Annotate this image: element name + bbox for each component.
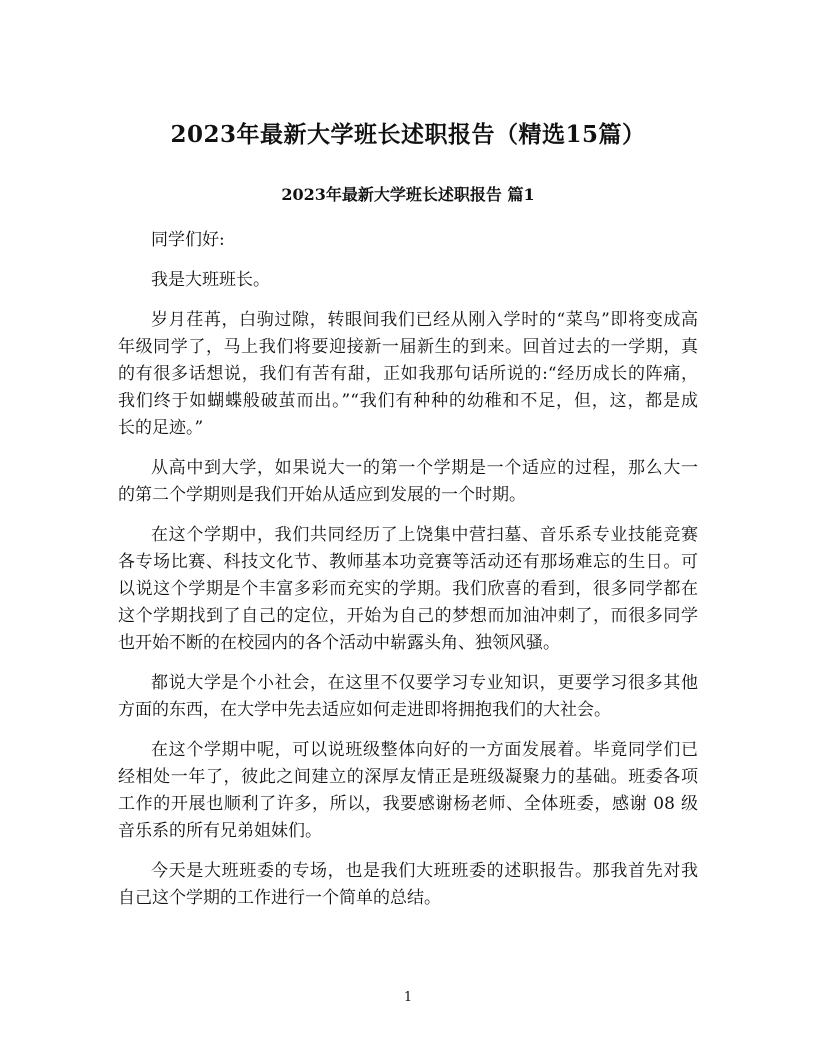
paragraph-line: 这个学期找到了自己的定位，开始为自己的梦想而加油冲刺了，而很多同学 [118, 606, 698, 626]
paragraph-line: 在这个学期中，我们共同经历了上饶集中营扫墓、音乐系专业技能竞赛 [151, 525, 698, 545]
paragraph-line: 经相处一年了，彼此之间建立的深厚友情正是班级凝聚力的基础。班委各项 [118, 767, 698, 787]
paragraph-line: 我是大班班长。 [151, 270, 270, 290]
paragraph-line: 方面的东西，在大学中先去适应如何走进即将拥抱我们的大社会。 [118, 700, 611, 720]
paragraph-line: 今天是大班班委的专场，也是我们大班班委的述职报告。那我首先对我 [151, 861, 698, 881]
paragraph-line: 的第二个学期则是我们开始从适应到发展的一个时期。 [118, 485, 526, 505]
paragraph-line: 也开始不断的在校园内的各个活动中崭露头角、独领风骚。 [118, 633, 560, 653]
paragraph-line: 长的足迹。” [118, 418, 204, 438]
paragraph-line: 在这个学期中呢，可以说班级整体向好的一方面发展着。毕竟同学们已 [151, 740, 698, 760]
paragraph-line: 以说这个学期是个丰富多彩而充实的学期。我们欣喜的看到，很多同学都在 [118, 579, 698, 599]
paragraph-line: 都说大学是个小社会，在这里不仅要学习专业知识，更要学习很多其他 [151, 673, 698, 693]
paragraph-line: 自己这个学期的工作进行一个简单的总结。 [118, 888, 441, 908]
paragraph-line: 我们终于如蝴蝶般破茧而出。”“我们有种种的幼稚和不足，但，这，都是成 [118, 391, 698, 411]
paragraph-line: 音乐系的所有兄弟姐妹们。 [118, 821, 322, 841]
paragraph-line: 从高中到大学，如果说大一的第一个学期是一个适应的过程，那么大一 [151, 458, 698, 478]
paragraph-line: 年级同学了，马上我们将要迎接新一届新生的到来。回首过去的一学期，真 [118, 337, 698, 357]
paragraph [118, 522, 698, 657]
paragraph [118, 227, 698, 254]
paragraph-line: 同学们好: [151, 230, 225, 250]
paragraph [118, 267, 698, 294]
page-number: 1 [403, 990, 413, 1005]
paragraph-line: 工作的开展也顺利了许多，所以，我要感谢杨老师、全体班委，感谢 08 级 [118, 794, 698, 814]
document-title: 2023年最新大学班长述职报告（精选15篇） [170, 121, 646, 148]
paragraph [118, 670, 698, 724]
paragraph [118, 858, 698, 912]
paragraph-line: 岁月荏苒，白驹过隙，转眼间我们已经从刚入学时的“菜鸟”即将变成高 [151, 310, 698, 330]
paragraph [118, 737, 698, 845]
paragraph-line: 各专场比赛、科技文化节、教师基本功竞赛等活动还有那场难忘的生日。可 [118, 552, 698, 572]
paragraph [118, 455, 698, 509]
paragraph [118, 307, 698, 442]
document-body [118, 227, 698, 925]
section-heading: 2023年最新大学班长述职报告 篇1 [281, 185, 535, 204]
paragraph-line: 的有很多话想说，我们有苦有甜，正如我那句话所说的:“经历成长的阵痛， [118, 364, 698, 384]
